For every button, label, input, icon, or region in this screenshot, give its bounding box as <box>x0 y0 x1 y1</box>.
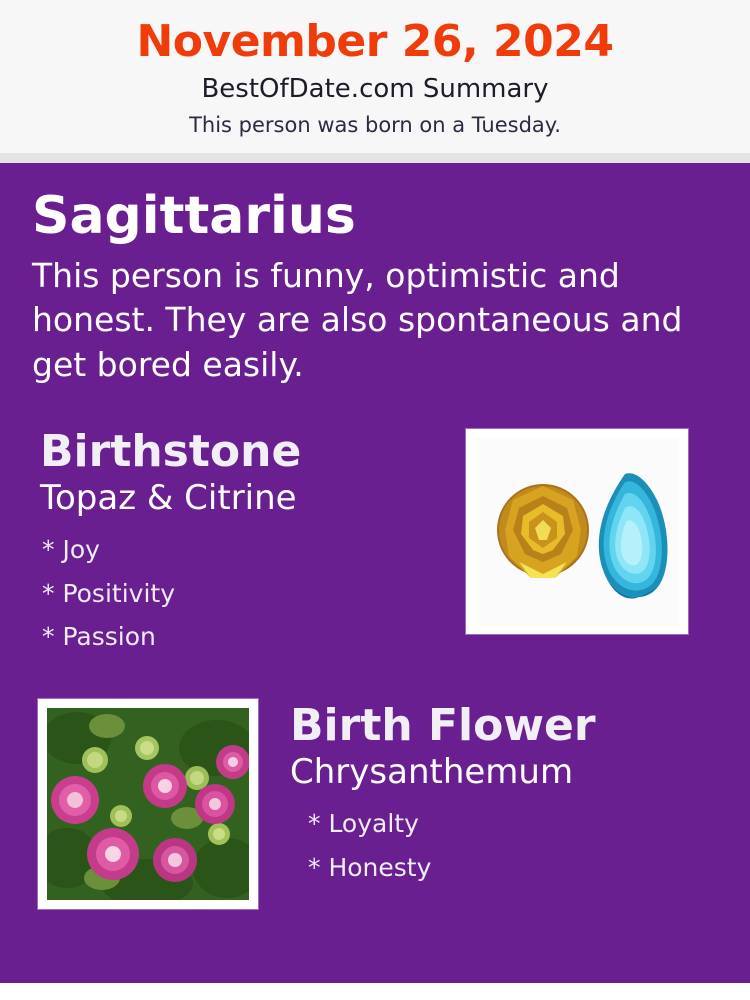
birthstone-trait: * Joy <box>42 534 100 564</box>
summary-body <box>0 163 750 983</box>
birthflower-trait: * Loyalty <box>308 808 419 838</box>
site-summary-label: BestOfDate.com Summary <box>201 73 549 104</box>
birthstone-trait: * Passion <box>42 622 156 652</box>
birthflower-image-frame <box>38 699 258 909</box>
chrysanthemum-flowers-photo <box>47 708 249 900</box>
birth-weekday-note: This person was born on a Tuesday. <box>189 112 561 137</box>
header-divider <box>0 153 750 163</box>
birthstone-name: Topaz & Citrine <box>40 478 297 519</box>
zodiac-sign-title: Sagittarius <box>32 185 356 246</box>
zodiac-description: This person is funny, optimistic and honest. They are also spontaneous and get bored easily. <box>32 255 683 384</box>
birthstone-title: Birthstone <box>40 426 302 478</box>
birthstone-gems-photo <box>475 438 679 625</box>
birthflower-name: Chrysanthemum <box>290 752 574 793</box>
birthstone-text <box>32 426 302 659</box>
birthstone-image-frame <box>466 429 688 634</box>
birthflower-trait: * Honesty <box>308 852 432 882</box>
birthflower-title: Birth Flower <box>290 700 596 752</box>
birthflower-text <box>290 699 596 889</box>
page-header <box>0 0 750 153</box>
birthflower-section <box>32 699 720 909</box>
page-title: November 26, 2024 <box>136 16 614 67</box>
birthstone-trait: * Positivity <box>42 578 175 608</box>
birthstone-section <box>32 426 720 659</box>
